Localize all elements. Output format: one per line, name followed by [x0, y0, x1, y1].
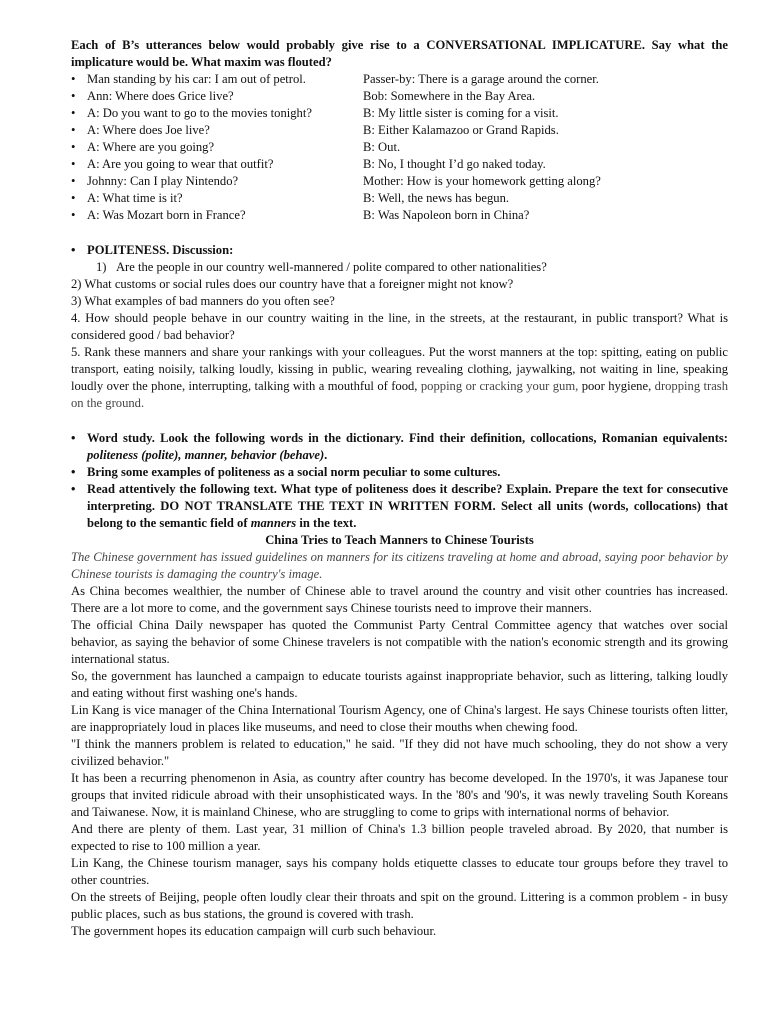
read-text-part-1: Read attentively the following text. What type of politeness does it describe? Explain. Prepare the text for consecutive interpreting. DO NOT TRANSLATE THE TEXT IN WRITTEN FORM. Select all units (words, collocations) that belong to the semantic field of [87, 482, 728, 530]
conversation-pair [71, 173, 728, 190]
conversation-pair [71, 190, 728, 207]
article-paragraph: Lin Kang, the Chinese tourism manager, says his company holds etiquette classes to educate tour groups before they travel to other countries. [71, 856, 728, 887]
utterance-a: • A: Where are you going? [87, 140, 215, 154]
utterance-b: B: Out. [363, 140, 401, 154]
conversation-pair [71, 139, 728, 156]
utterance-a: • Johnny: Can I play Nintendo? [87, 174, 239, 188]
question-number: 1) [96, 260, 107, 274]
bring-examples-task: • Bring some examples of politeness as a social norm peculiar to some cultures. [71, 464, 728, 481]
implicature-instruction: Each of B’s utterances below would probably give rise to a CONVERSATIONAL IMPLICATURE. Say what the implicature would be. What maxim was flouted? [71, 38, 728, 69]
conversation-pair [71, 207, 728, 224]
article-paragraph: "I think the manners problem is related to education," he said. "If they did not have much schooling, they do not show a very civilized behavior." [71, 737, 728, 768]
article-paragraph: Lin Kang is vice manager of the China International Tourism Agency, one of China's largest. He says Chinese tourists often litter, are inappropriately loud in places like museums, and need to close their mouths when chewing food. [71, 703, 728, 734]
q5-dim-1: popping or cracking your gum, [420, 379, 579, 393]
article-paragraph: As China becomes wealthier, the number of Chinese able to travel around the country and visit other countries has increased. There are a lot more to come, and the government says Chinese tourists need to improve their manners. [71, 584, 728, 615]
discussion-question-4: 4. How should people behave in our country waiting in the line, in the streets, at the restaurant, in public transport? What is considered good / bad behavior? [71, 311, 728, 342]
politeness-heading: • POLITENESS. Discussion: [71, 242, 728, 259]
spacer [71, 224, 728, 242]
article-paragraph: The government hopes its education campaign will curb such behaviour. [71, 924, 437, 938]
q5-mid: poor hygiene, [581, 379, 652, 393]
spacer [71, 412, 728, 430]
utterance-a: • A: Do you want to go to the movies tonight? [87, 106, 312, 120]
conversation-list [71, 71, 728, 224]
discussion-question-2: 2) What customs or social rules does our country have that a foreigner might not know? [71, 277, 514, 291]
discussion-question-5 [71, 344, 728, 412]
utterance-b: B: Was Napoleon born in China? [363, 208, 530, 222]
utterance-b: Passer-by: There is a garage around the corner. [363, 72, 599, 86]
conversation-pair [71, 88, 728, 105]
article-paragraph: On the streets of Beijing, people often loudly clear their throats and spit on the ground. Littering is a common problem - in busy public places, such as bus stations, the ground is covered with trash. [71, 890, 728, 921]
word-study-lead: Word study. Look the following words in the dictionary. Find their definition, collocations, Romanian equivalents: [87, 431, 728, 445]
q5-main: 5. Rank these manners and share your rankings with your colleagues. Put the worst manners at the top: spitting, eating on public transport, eating noisily, talking loudly, kissing in public, wearing revealing clothing, jaywalking, not waiting in line, speaking loudly over the phone, interrupting, talking with a mouthful of food, [71, 345, 728, 393]
word-study-end: . [324, 448, 328, 462]
utterance-b: B: Either Kalamazoo or Grand Rapids. [363, 123, 559, 137]
conversation-pair [71, 122, 728, 139]
article-paragraph: It has been a recurring phenomenon in Asia, as country after country has become developed. In the 1970's, it was Japanese tour groups that invited ridicule abroad with their unsophisticated ways. In the '80's and '90's, it was newly traveling South Koreans and Taiwanese. Now, it is mainland Chinese, who are struggling to come to grips with international norms of behavior. [71, 771, 728, 819]
article-paragraph: The official China Daily newspaper has quoted the Communist Party Central Committee agency that watches over social behavior, as saying the behavior of some Chinese travelers is not compatible with the nation's economic strength and its growing international status. [71, 618, 728, 666]
article-lead: The Chinese government has issued guidelines on manners for its citizens traveling at home and abroad, saying poor behavior by Chinese tourists is damaging the country's image. [71, 550, 728, 581]
q5-dim-2: dropping trash on the ground. [71, 379, 729, 410]
conversation-pair [71, 71, 728, 88]
article-title: China Tries to Teach Manners to Chinese Tourists [265, 533, 534, 547]
word-study-words: politeness (polite), manner, behavior (behave) [87, 448, 325, 462]
utterance-b: B: Well, the news has begun. [363, 191, 510, 205]
utterance-a: • Man standing by his car: I am out of petrol. [87, 72, 306, 86]
question-text: Are the people in our country well-mannered / polite compared to other nationalities? [115, 260, 547, 274]
discussion-question-1 [71, 259, 728, 276]
utterance-a: • A: Where does Joe live? [87, 123, 210, 137]
article-paragraph: And there are plenty of them. Last year, 31 million of China's 1.3 billion people traveled abroad. By 2020, that number is expected to rise to 100 million a year. [71, 822, 728, 853]
utterance-b: Mother: How is your homework getting along? [363, 174, 601, 188]
word-study-task [71, 430, 728, 464]
article-paragraph: So, the government has launched a campaign to educate tourists against inappropriate behavior, such as littering, talking loudly and eating without first washing one's hands. [71, 669, 728, 700]
utterance-a: • A: Are you going to wear that outfit? [87, 157, 274, 171]
conversation-pair [71, 105, 728, 122]
utterance-a: • A: Was Mozart born in France? [87, 208, 246, 222]
utterance-b: Bob: Somewhere in the Bay Area. [363, 89, 536, 103]
conversation-pair [71, 156, 728, 173]
article-body [71, 583, 728, 940]
read-text-emphasis: manners [250, 516, 297, 530]
read-text-task [71, 481, 728, 532]
utterance-a: • Ann: Where does Grice live? [87, 89, 234, 103]
read-text-part-2: in the text. [299, 516, 357, 530]
utterance-b: B: My little sister is coming for a visit. [363, 106, 559, 120]
utterance-b: B: No, I thought I’d go naked today. [363, 157, 546, 171]
discussion-question-3: 3) What examples of bad manners do you often see? [71, 294, 335, 308]
utterance-a: • A: What time is it? [87, 191, 183, 205]
